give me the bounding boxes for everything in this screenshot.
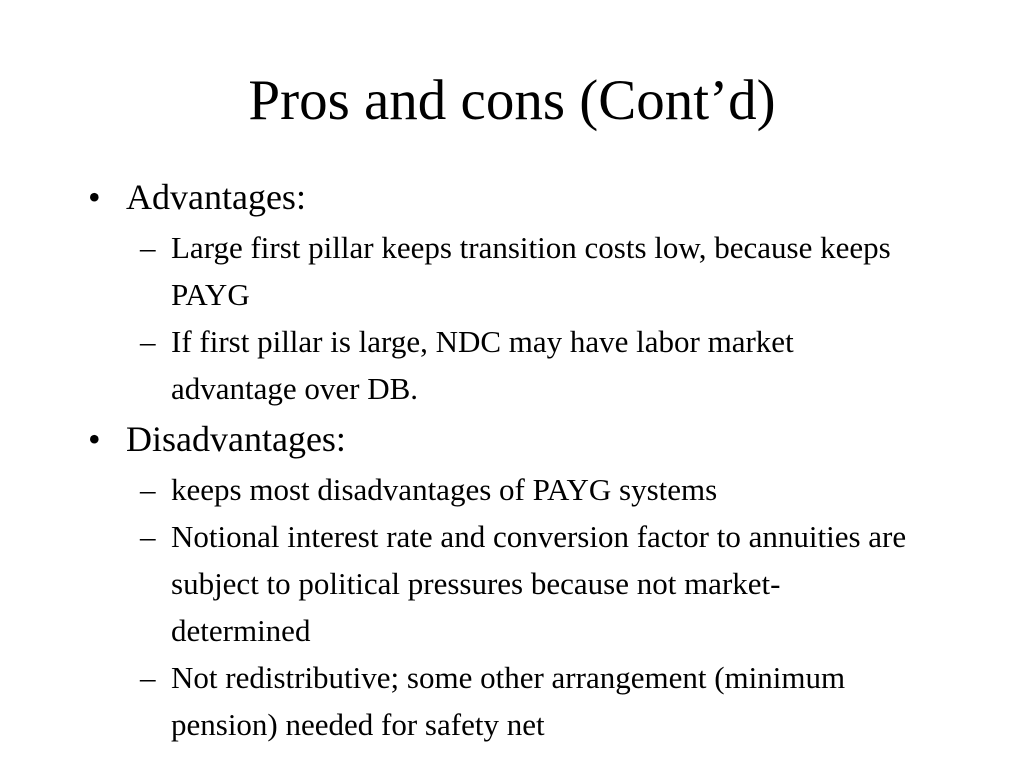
sub-bullet	[88, 654, 911, 748]
bullet-disadvantages	[88, 416, 988, 462]
sub-bullet-text: keeps most disadvantages of PAYG systems	[171, 472, 718, 507]
sub-bullet	[88, 466, 911, 513]
slide-content	[88, 174, 988, 752]
dash-marker: –	[140, 472, 156, 507]
slide-title: Pros and cons (Cont’d)	[248, 69, 776, 132]
disadvantages-list	[88, 466, 988, 748]
advantages-list	[88, 224, 988, 412]
bullet-marker: •	[88, 419, 101, 459]
dash-marker: –	[140, 660, 156, 695]
bullet-marker: •	[88, 177, 101, 217]
sub-bullet	[88, 224, 911, 318]
sub-bullet	[88, 318, 911, 412]
sub-bullet-text: Not redistributive; some other arrangement (minimum pension) needed for safety net	[171, 660, 846, 742]
sub-bullet-text: Notional interest rate and conversion factor to annuities are subject to political pressures because not market-determined	[171, 519, 907, 648]
sub-bullet-text: If first pillar is large, NDC may have labor market advantage over DB.	[171, 324, 794, 406]
bullet-text: Disadvantages:	[126, 419, 346, 459]
bullet-text: Advantages:	[126, 177, 306, 217]
dash-marker: –	[140, 519, 156, 554]
dash-marker: –	[140, 324, 156, 359]
bullet-advantages	[88, 174, 988, 220]
dash-marker: –	[140, 230, 156, 265]
sub-bullet	[88, 513, 911, 654]
sub-bullet-text: Large first pillar keeps transition costs low, because keeps PAYG	[171, 230, 891, 312]
